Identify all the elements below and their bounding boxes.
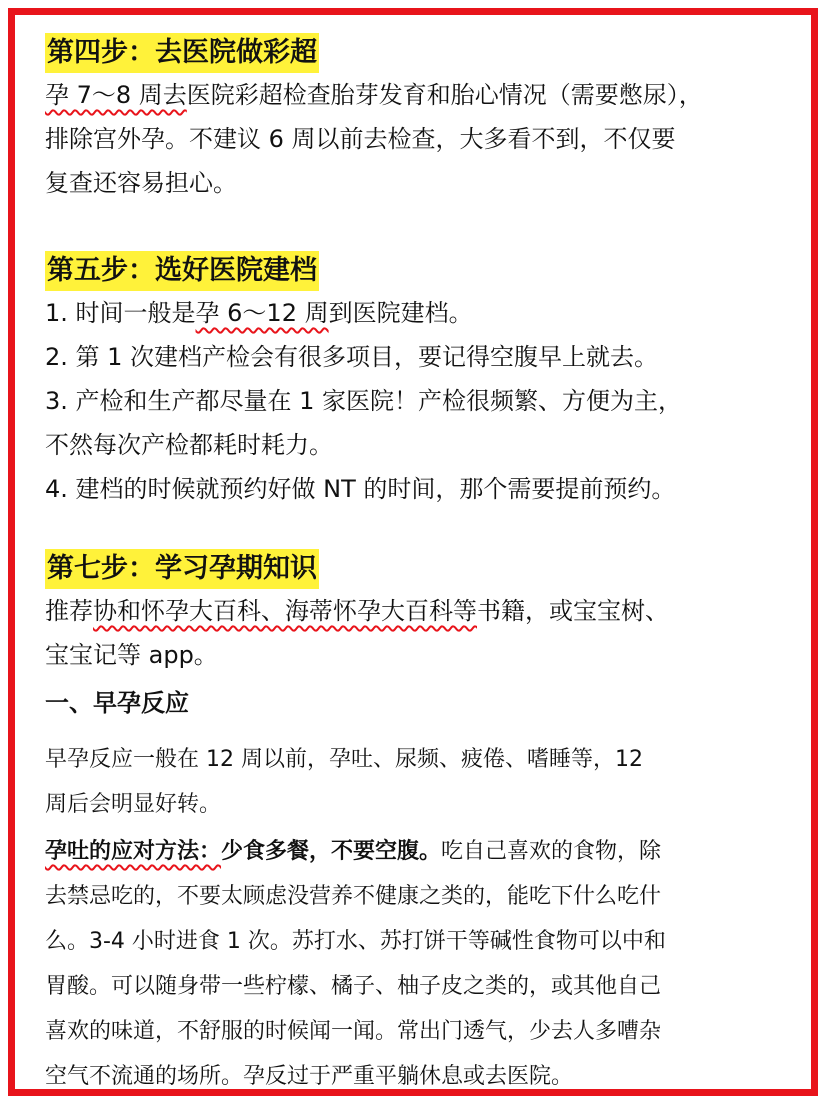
step5-line1: 1. 时间一般是孕 6～12 周到医院建档。 [45,299,473,327]
step7-line2: 宝宝记等 app。 [45,641,218,669]
section1-p1-line2: 周后会明显好转。 [45,792,222,817]
section1-p1-line1: 早孕反应一般在 12 周以前，孕吐、尿频、疲倦、嗜睡等，12 [45,747,643,772]
step7-highlight-books: 协和怀孕大百科、海蒂怀孕大百科等 [93,597,477,625]
red-border-frame [8,8,818,1096]
step4-line1: 孕 7～8 周去医院彩超检查胎芽发育和胎心情况（需要憋尿）， [45,81,703,109]
step4-heading: 第四步：去医院做彩超 [45,33,319,73]
section1-p2-line1: 孕吐的应对方法：少食多餐，不要空腹。吃自己喜欢的食物，除 [45,839,662,864]
step4-line2: 排除宫外孕。不建议 6 周以前去检查，大多看不到，不仅要 [45,125,676,153]
step5-line4: 不然每次产检都耗时耗力。 [45,431,333,459]
step7-heading: 第七步：学习孕期知识 [45,549,319,589]
section1-p2-line4: 胃酸。可以随身带一些柠檬、橘子、柚子皮之类的，或其他自己 [45,974,662,999]
section1-title: 一、早孕反应 [45,689,189,717]
step5-line2: 2. 第 1 次建档产检会有很多项目，要记得空腹早上就去。 [45,343,659,371]
step7-line1: 推荐协和怀孕大百科、海蒂怀孕大百科等书籍，或宝宝树、 [45,597,669,625]
vomit-coping-tip: 少食多餐，不要空腹。 [221,839,442,864]
section1-p2-line6: 空气不流通的场所。孕反过于严重平躺休息或去医院。 [45,1064,574,1089]
section1-p2-line2: 去禁忌吃的，不要太顾虑没营养不健康之类的，能吃下什么吃什 [45,884,662,909]
section1-p2-line3: 么。3-4 小时进食 1 次。苏打水、苏打饼干等碱性食物可以中和 [45,929,666,954]
step5-line5: 4. 建档的时候就预约好做 NT 的时间，那个需要提前预约。 [45,475,676,503]
article-body [45,31,745,1099]
step5-heading: 第五步：选好医院建档 [45,251,319,291]
step5-line3: 3. 产检和生产都尽量在 1 家医院！产检很频繁、方便为主， [45,387,683,415]
vomit-coping-label: 孕吐的应对方法： [45,839,222,864]
step4-line3: 复查还容易担心。 [45,169,237,197]
step5-highlight-weeks: 孕 6～12 周 [195,299,329,327]
section1-p2-line5: 喜欢的味道，不舒服的时候闻一闻。常出门透气，少去人多嘈杂 [45,1019,662,1044]
step4-highlight-weeks: 孕 7～8 周去 [45,81,187,109]
